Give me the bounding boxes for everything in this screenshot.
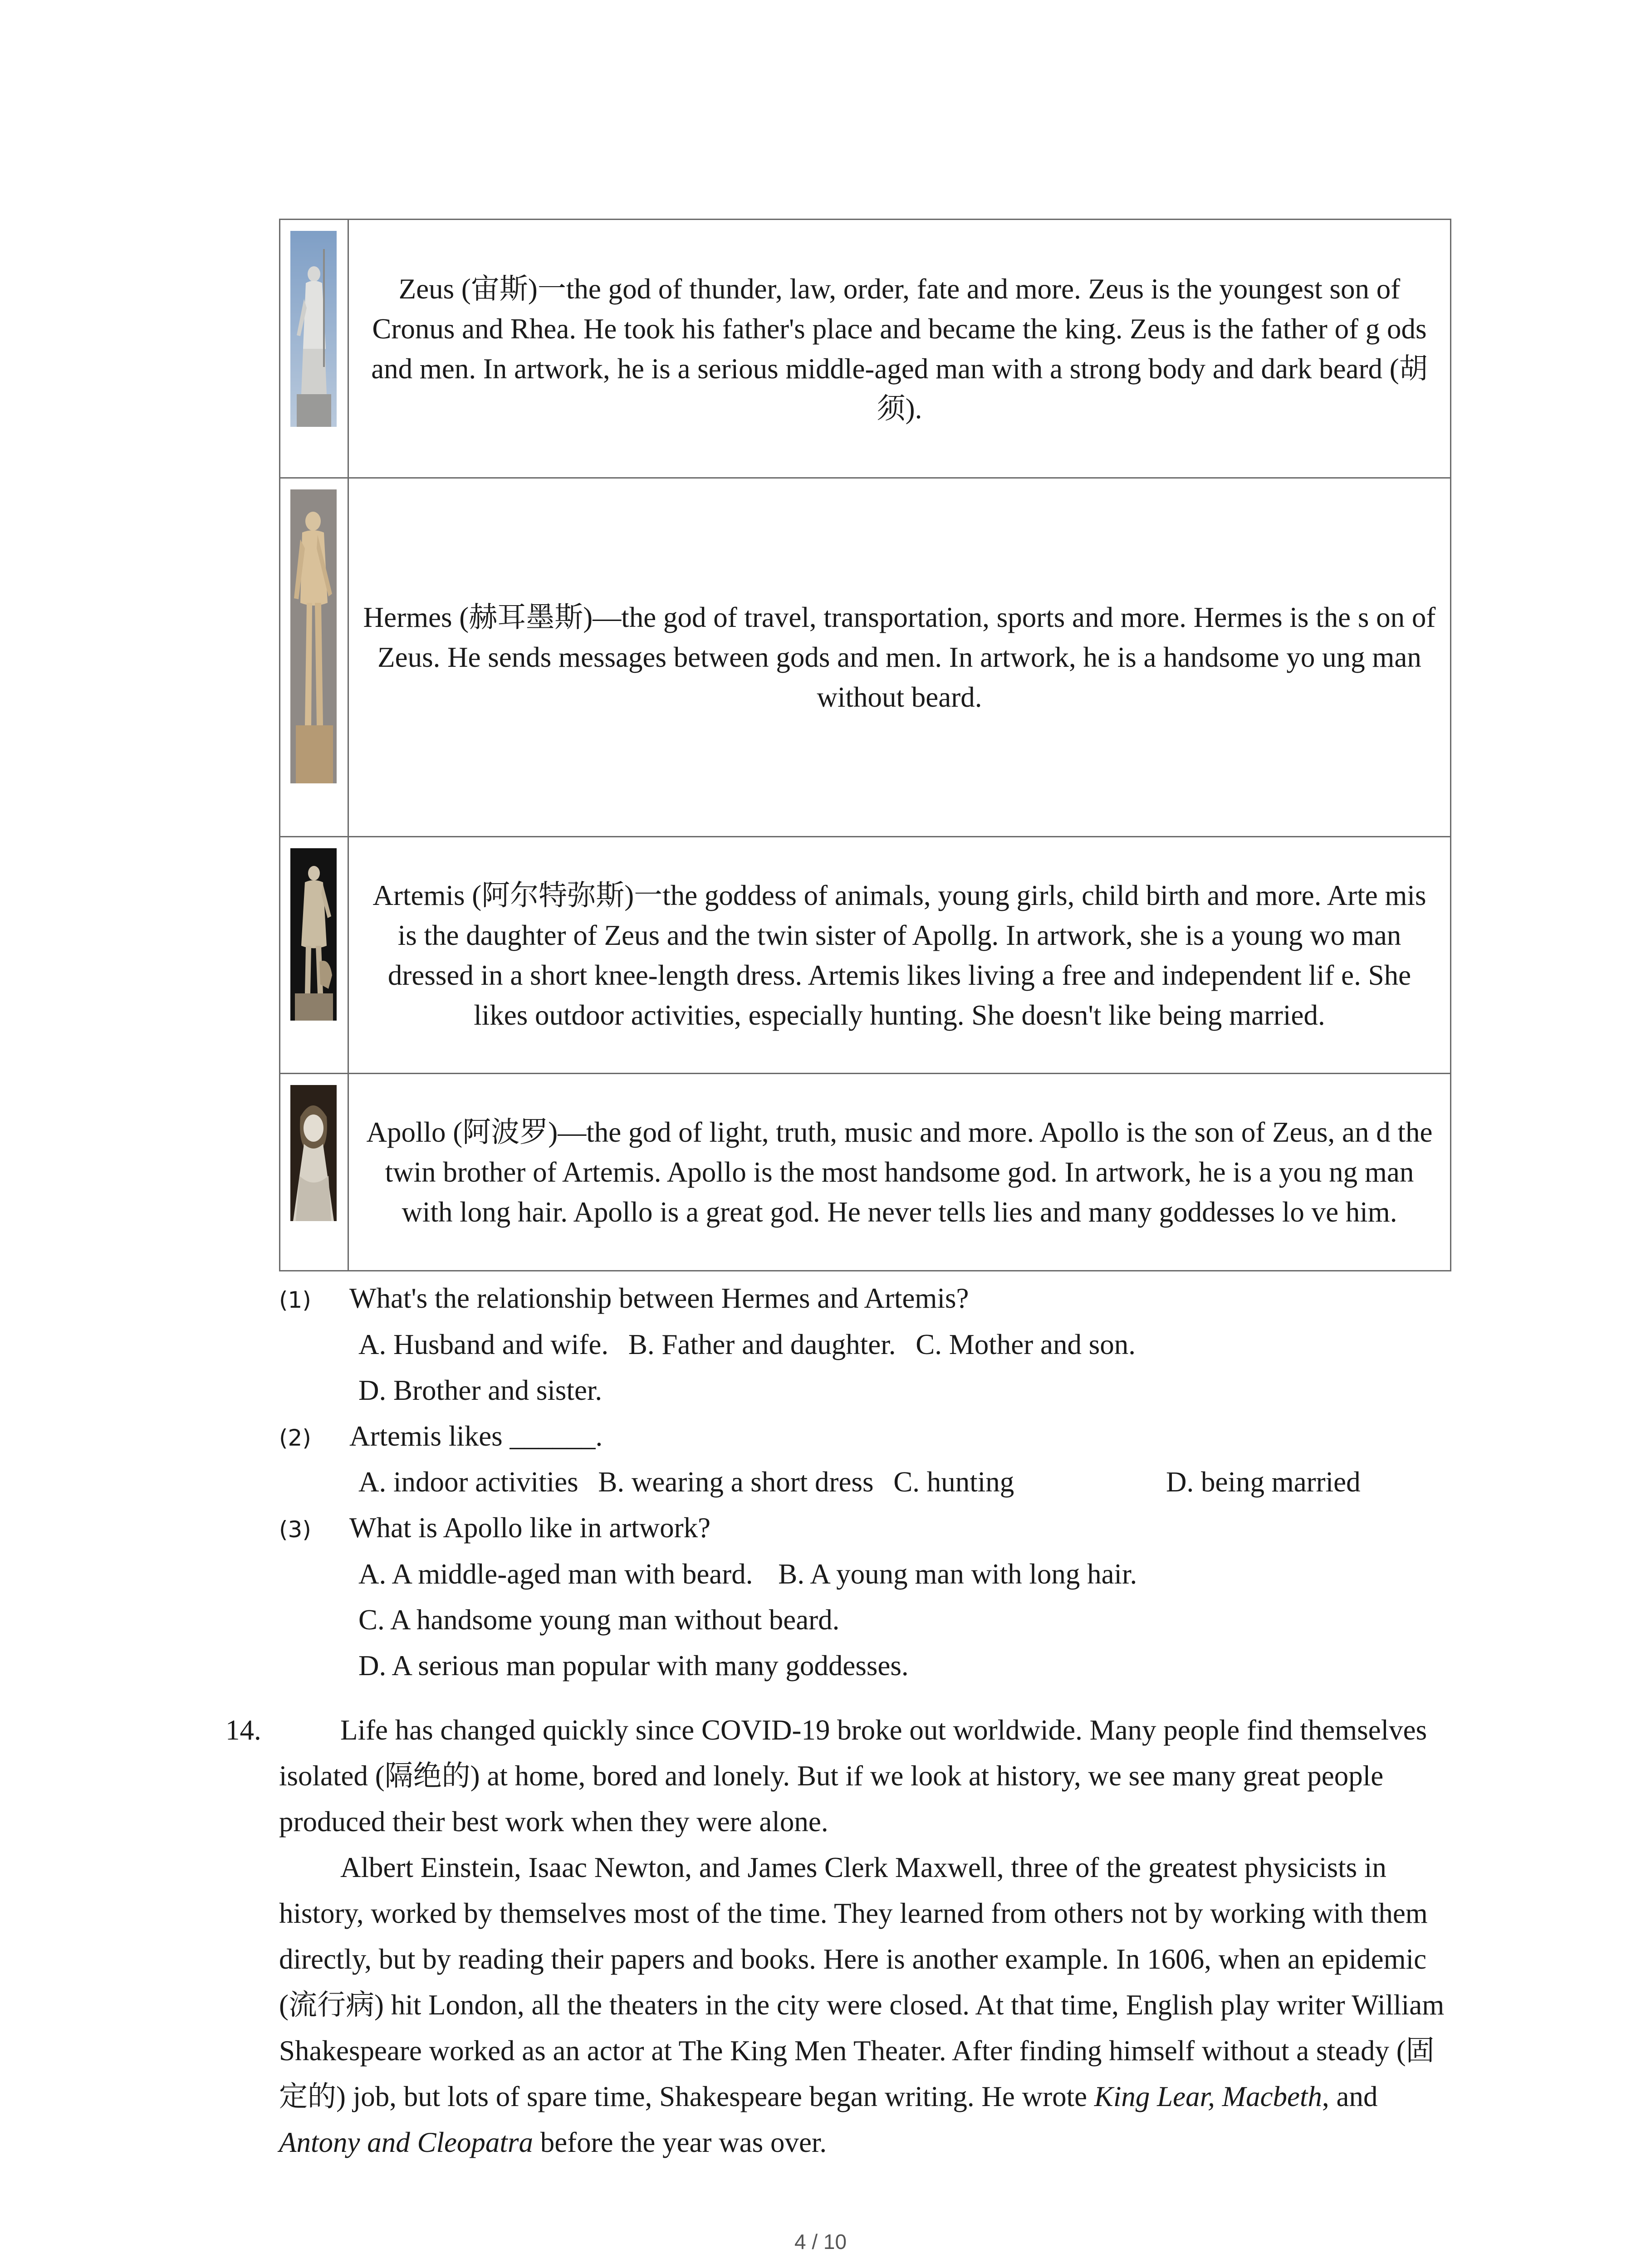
apollo-statue-image <box>290 1085 337 1221</box>
image-cell <box>280 1074 348 1271</box>
apollo-description: Apollo (阿波罗)—the god of light, truth, music and more. Apollo is the son of Zeus, an d the twin brother of Artemis. Apollo is the most handsome god. In artwork, he is a you ng man with long hair. Apollo is a great god. He never tells lies and many goddesses lo ve him. <box>348 1074 1451 1271</box>
option-d: D. Brother and sister. <box>358 1374 603 1406</box>
hermes-description: Hermes (赫耳墨斯)—the god of travel, transportation, sports and more. Hermes is the s on of Zeus. He sends messages between gods and men. In artwork, he is a handsome yo ung man without beard. <box>348 478 1451 837</box>
table-row <box>280 837 1451 1074</box>
question-number: (1) <box>279 1287 311 1313</box>
table-row <box>280 478 1451 837</box>
zeus-description: Zeus (宙斯)一the god of thunder, law, order, fate and more. Zeus is the youngest son of Cronus and Rhea. He took his father's place and became the king. Zeus is the father of g ods and men. In artwork, he is a serious middle-aged man with a strong body and dark beard (胡须). <box>348 220 1451 478</box>
question-3-options-line-1 <box>358 1556 1137 1592</box>
image-cell <box>280 478 348 837</box>
question-1-options-line-2 <box>358 1372 602 1408</box>
option-c: C. Mother and son. <box>916 1329 1136 1360</box>
question-1-options-line-1 <box>358 1326 1136 1363</box>
option-a: A. A middle-aged man with beard. <box>358 1558 753 1590</box>
zeus-statue-image <box>290 231 337 427</box>
passage-14 <box>225 1707 1459 2165</box>
option-b: B. A young man with long hair. <box>778 1558 1137 1590</box>
page-number: 4 / 10 <box>794 2230 847 2253</box>
question-number: (3) <box>279 1516 311 1543</box>
artemis-statue-image <box>290 848 337 1021</box>
question-1 <box>279 1280 969 1318</box>
question-stem: What is Apollo like in artwork? <box>349 1512 711 1544</box>
option-d: D. being married <box>1166 1466 1361 1498</box>
table-row <box>280 1074 1451 1271</box>
passage-paragraph-2: Albert Einstein, Isaac Newton, and James Clerk Maxwell, three of the greatest physicists in history, worked by themselves most of the time. They learned from others not by working with them directly, but by reading their papers and books. Here is another example. In 1606, when an epidemic (流行病) hit London, all the theaters in the city were closed. At that time, English play writer William Shakespeare worked as an actor at The King Men Theater. After finding himself without a steady (固定的) job, but lots of spare time, Shakespeare began writing. He wrote King Lear, Macbeth, and Antony and Cleopatra before the year was over. <box>279 1852 1445 2158</box>
question-number: 14. <box>225 1714 261 1746</box>
work-title: King Lear, <box>1094 2081 1215 2112</box>
image-cell <box>280 220 348 478</box>
question-stem: What's the relationship between Hermes and Artemis? <box>349 1282 969 1314</box>
option-a: A. Husband and wife. <box>358 1329 609 1360</box>
question-2-options <box>358 1464 1384 1500</box>
image-cell <box>280 837 348 1074</box>
question-stem: Artemis likes ______. <box>349 1420 603 1452</box>
option-b: B. wearing a short dress <box>598 1466 874 1498</box>
option-d: D. A serious man popular with many goddesses. <box>358 1650 909 1681</box>
question-3-options-line-3 <box>358 1647 909 1684</box>
question-3-options-line-2 <box>358 1602 839 1638</box>
hermes-statue-image <box>290 489 337 783</box>
question-number: (2) <box>279 1425 311 1451</box>
table-row <box>280 220 1451 478</box>
question-3 <box>279 1510 710 1548</box>
question-2 <box>279 1418 603 1456</box>
option-c: C. hunting <box>893 1466 1014 1498</box>
work-title: Antony and Cleopatra <box>279 2126 533 2158</box>
artemis-description: Artemis (阿尔特弥斯)一the goddess of animals, young girls, child birth and more. Arte mis is the daughter of Zeus and the twin sister of Apollg. In artwork, she is a young wo man dressed in a short knee-length dress. Artemis likes living a free and independent lif e. She likes outdoor activities, especially hunting. She doesn't like being married. <box>348 837 1451 1074</box>
passage-paragraph-1: Life has changed quickly since COVID-19 broke out worldwide. Many people find themselves isolated (隔绝的) at home, bored and lonely. But if we look at history, we see many great people produced their best work when they were alone. <box>279 1714 1427 1838</box>
option-c: C. A handsome young man without beard. <box>358 1604 840 1636</box>
gods-table <box>279 219 1451 1271</box>
option-b: B. Father and daughter. <box>628 1329 896 1360</box>
option-a: A. indoor activities <box>358 1466 578 1498</box>
work-title: Macbeth <box>1222 2081 1323 2112</box>
